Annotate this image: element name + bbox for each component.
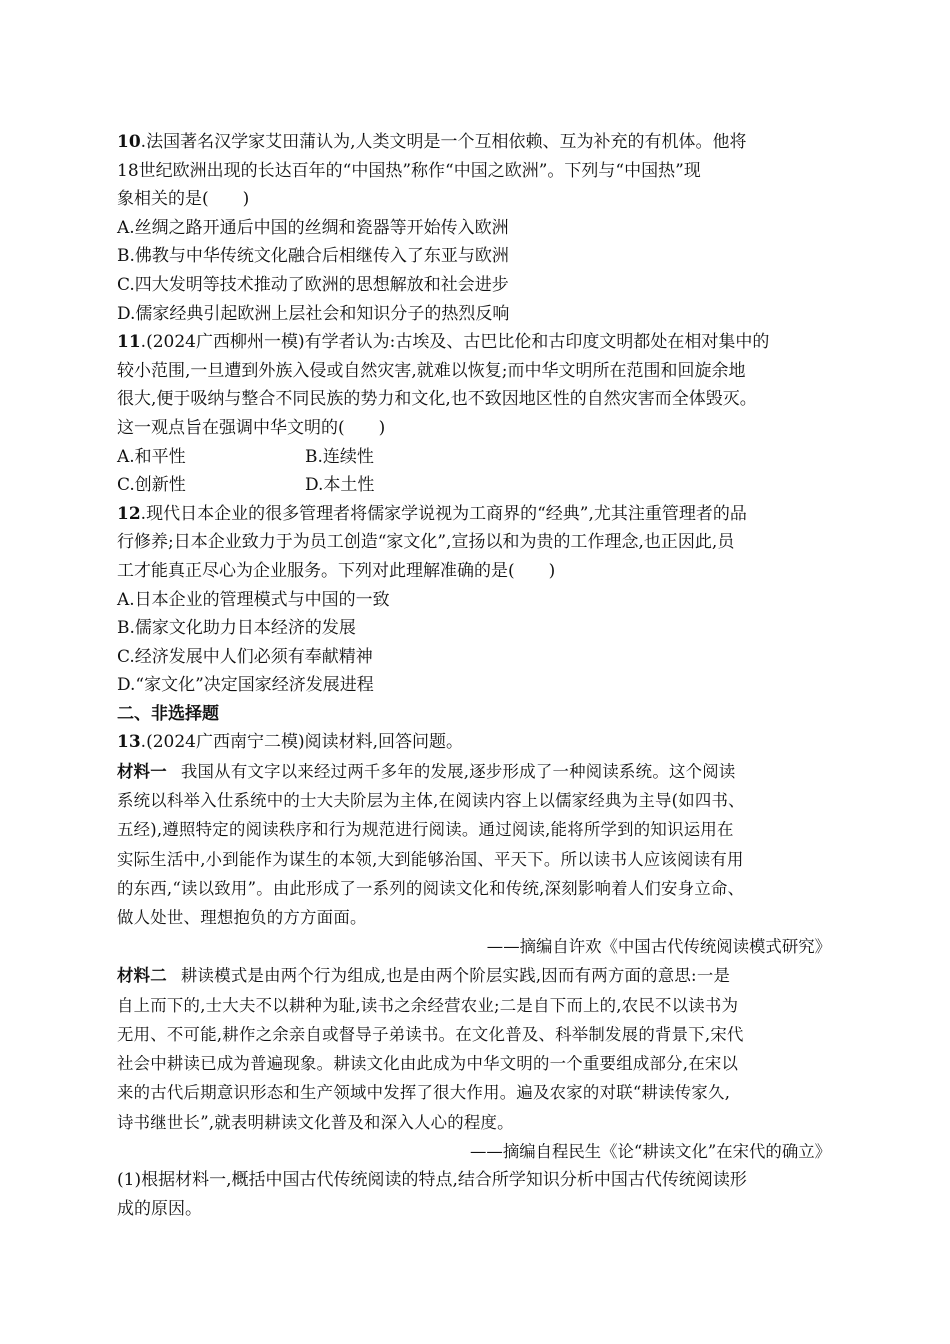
material-line: 自上而下的,士大夫不以耕种为耻,读书之余经营农业;二是自下而上的,农民不以读书为: [117, 995, 739, 1015]
question-text: .(2024广西南宁二模)阅读材料,回答问题。: [140, 732, 464, 753]
question-12: [117, 500, 835, 700]
material-line: 社会中耕读已成为普遍现象。耕读文化由此成为中华文明的一个重要组成部分,在宋以: [117, 1054, 739, 1074]
material-line: 无用、不可能,耕作之余亲自或督导子弟读书。在文化普及、科举制发展的背景下,宋代: [117, 1024, 744, 1044]
question-13: [117, 728, 835, 1223]
question-number: 10: [117, 132, 141, 152]
option-b: B.佛教与中华传统文化融合后相继传入了东亚与欧洲: [117, 246, 509, 267]
option-b: B.儒家文化助力日本经济的发展: [117, 618, 356, 639]
question-12-stem-line: 行修养;日本企业致力于为员工创造“家文化”,宣扬以和为贵的工作理念,也正因此,员: [117, 532, 735, 553]
option-d: D.儒家经典引起欧洲上层社会和知识分子的热烈反响: [117, 303, 510, 324]
material-text: 我国从有文字以来经过两千多年的发展,逐步形成了一种阅读系统。这个阅读: [180, 762, 736, 782]
question-number: 11: [117, 332, 141, 353]
material-line: 诗书继世长”,就表明耕读文化普及和深入人心的程度。: [117, 1112, 514, 1132]
material-source: ——摘编自程民生《论“耕读文化”在宋代的确立》: [470, 1141, 831, 1161]
question-text: .(2024广西柳州一模)有学者认为:古埃及、古巴比伦和古印度文明都处在相对集中的: [140, 332, 770, 353]
material-line: [117, 757, 835, 786]
option-a: A.丝绸之路开通后中国的丝绸和瓷器等开始传入欧洲: [117, 217, 509, 238]
material-label: 材料二: [117, 966, 167, 986]
question-number: 12: [117, 503, 141, 524]
subquestion-1-line: (1)根据材料一,概括中国古代传统阅读的特点,结合所学知识分析中国古代传统阅读形: [117, 1169, 747, 1190]
material-label: 材料一: [117, 762, 167, 782]
exam-page: [117, 128, 835, 1223]
option-a: A.日本企业的管理模式与中国的一致: [117, 589, 390, 610]
option-c: C.创新性: [117, 475, 186, 496]
option-c: C.四大发明等技术推动了欧洲的思想解放和社会进步: [117, 274, 509, 295]
question-11-stem-line: 这一观点旨在强调中华文明的( ): [117, 417, 386, 438]
question-text: .现代日本企业的很多管理者将儒家学说视为工商界的“经典”,尤其注重管理者的品: [140, 503, 747, 524]
subquestion-1-line: 成的原因。: [117, 1198, 202, 1219]
question-10: [117, 128, 835, 328]
question-text: .法国著名汉学家艾田蒲认为,人类文明是一个互相依赖、互为补充的有机体。他将: [140, 132, 747, 152]
material-line: 实际生活中,小到能作为谋生的本领,大到能够治国、平天下。所以读书人应该阅读有用: [117, 849, 744, 869]
material-text: 耕读模式是由两个行为组成,也是由两个阶层实践,因而有两方面的意思:一是: [180, 966, 731, 986]
question-11-stem-line: 较小范围,一旦遭到外族入侵或自然灾害,就难以恢复;而中华文明所在范围和回旋余地: [117, 360, 746, 381]
option-a: A.和平性: [117, 446, 186, 467]
section-heading: 二、非选择题: [117, 703, 219, 724]
material-line: 系统以科举入仕系统中的士大夫阶层为主体,在阅读内容上以儒家经典为主导(如四书、: [117, 791, 745, 811]
question-11-stem-line: 很大,便于吸纳与整合不同民族的势力和文化,也不致因地区性的自然灾害而全体毁灭。: [117, 389, 757, 410]
material-line: [117, 961, 835, 990]
question-11-stem-line: [117, 328, 835, 357]
material-one: [117, 757, 835, 961]
options-row: [117, 471, 835, 500]
question-10-stem-line: [117, 128, 835, 157]
material-line: 五经),遵照特定的阅读秩序和行为规范进行阅读。通过阅读,能将所学到的知识运用在: [117, 820, 734, 840]
question-11: [117, 328, 835, 500]
option-d: D.“家文化”决定国家经济发展进程: [117, 675, 374, 696]
question-10-stem-line: 18世纪欧洲出现的长达百年的“中国热”称作“中国之欧洲”。下列与“中国热”现: [117, 160, 701, 181]
question-12-stem-line: [117, 500, 835, 529]
question-number: 13: [117, 732, 141, 753]
options-row: [117, 443, 835, 472]
material-line: 来的古代后期意识形态和生产领域中发挥了很大作用。遍及农家的对联“耕读传家久,: [117, 1083, 731, 1103]
option-d: D.本土性: [305, 475, 375, 496]
material-line: 做人处世、理想抱负的方方面面。: [117, 908, 367, 928]
option-c: C.经济发展中人们必须有奉献精神: [117, 646, 373, 667]
question-10-stem-line: 象相关的是( ): [117, 189, 250, 210]
question-13-stem-line: [117, 728, 835, 757]
material-line: 的东西,“读以致用”。由此形成了一系列的阅读文化和传统,深刻影响着人们安身立命、: [117, 878, 745, 898]
option-b: B.连续性: [305, 446, 374, 467]
material-two: [117, 961, 835, 1165]
material-source: ——摘编自许欢《中国古代传统阅读模式研究》: [486, 937, 831, 957]
question-12-stem-line: 工才能真正尽心为企业服务。下列对此理解准确的是( ): [117, 560, 556, 581]
